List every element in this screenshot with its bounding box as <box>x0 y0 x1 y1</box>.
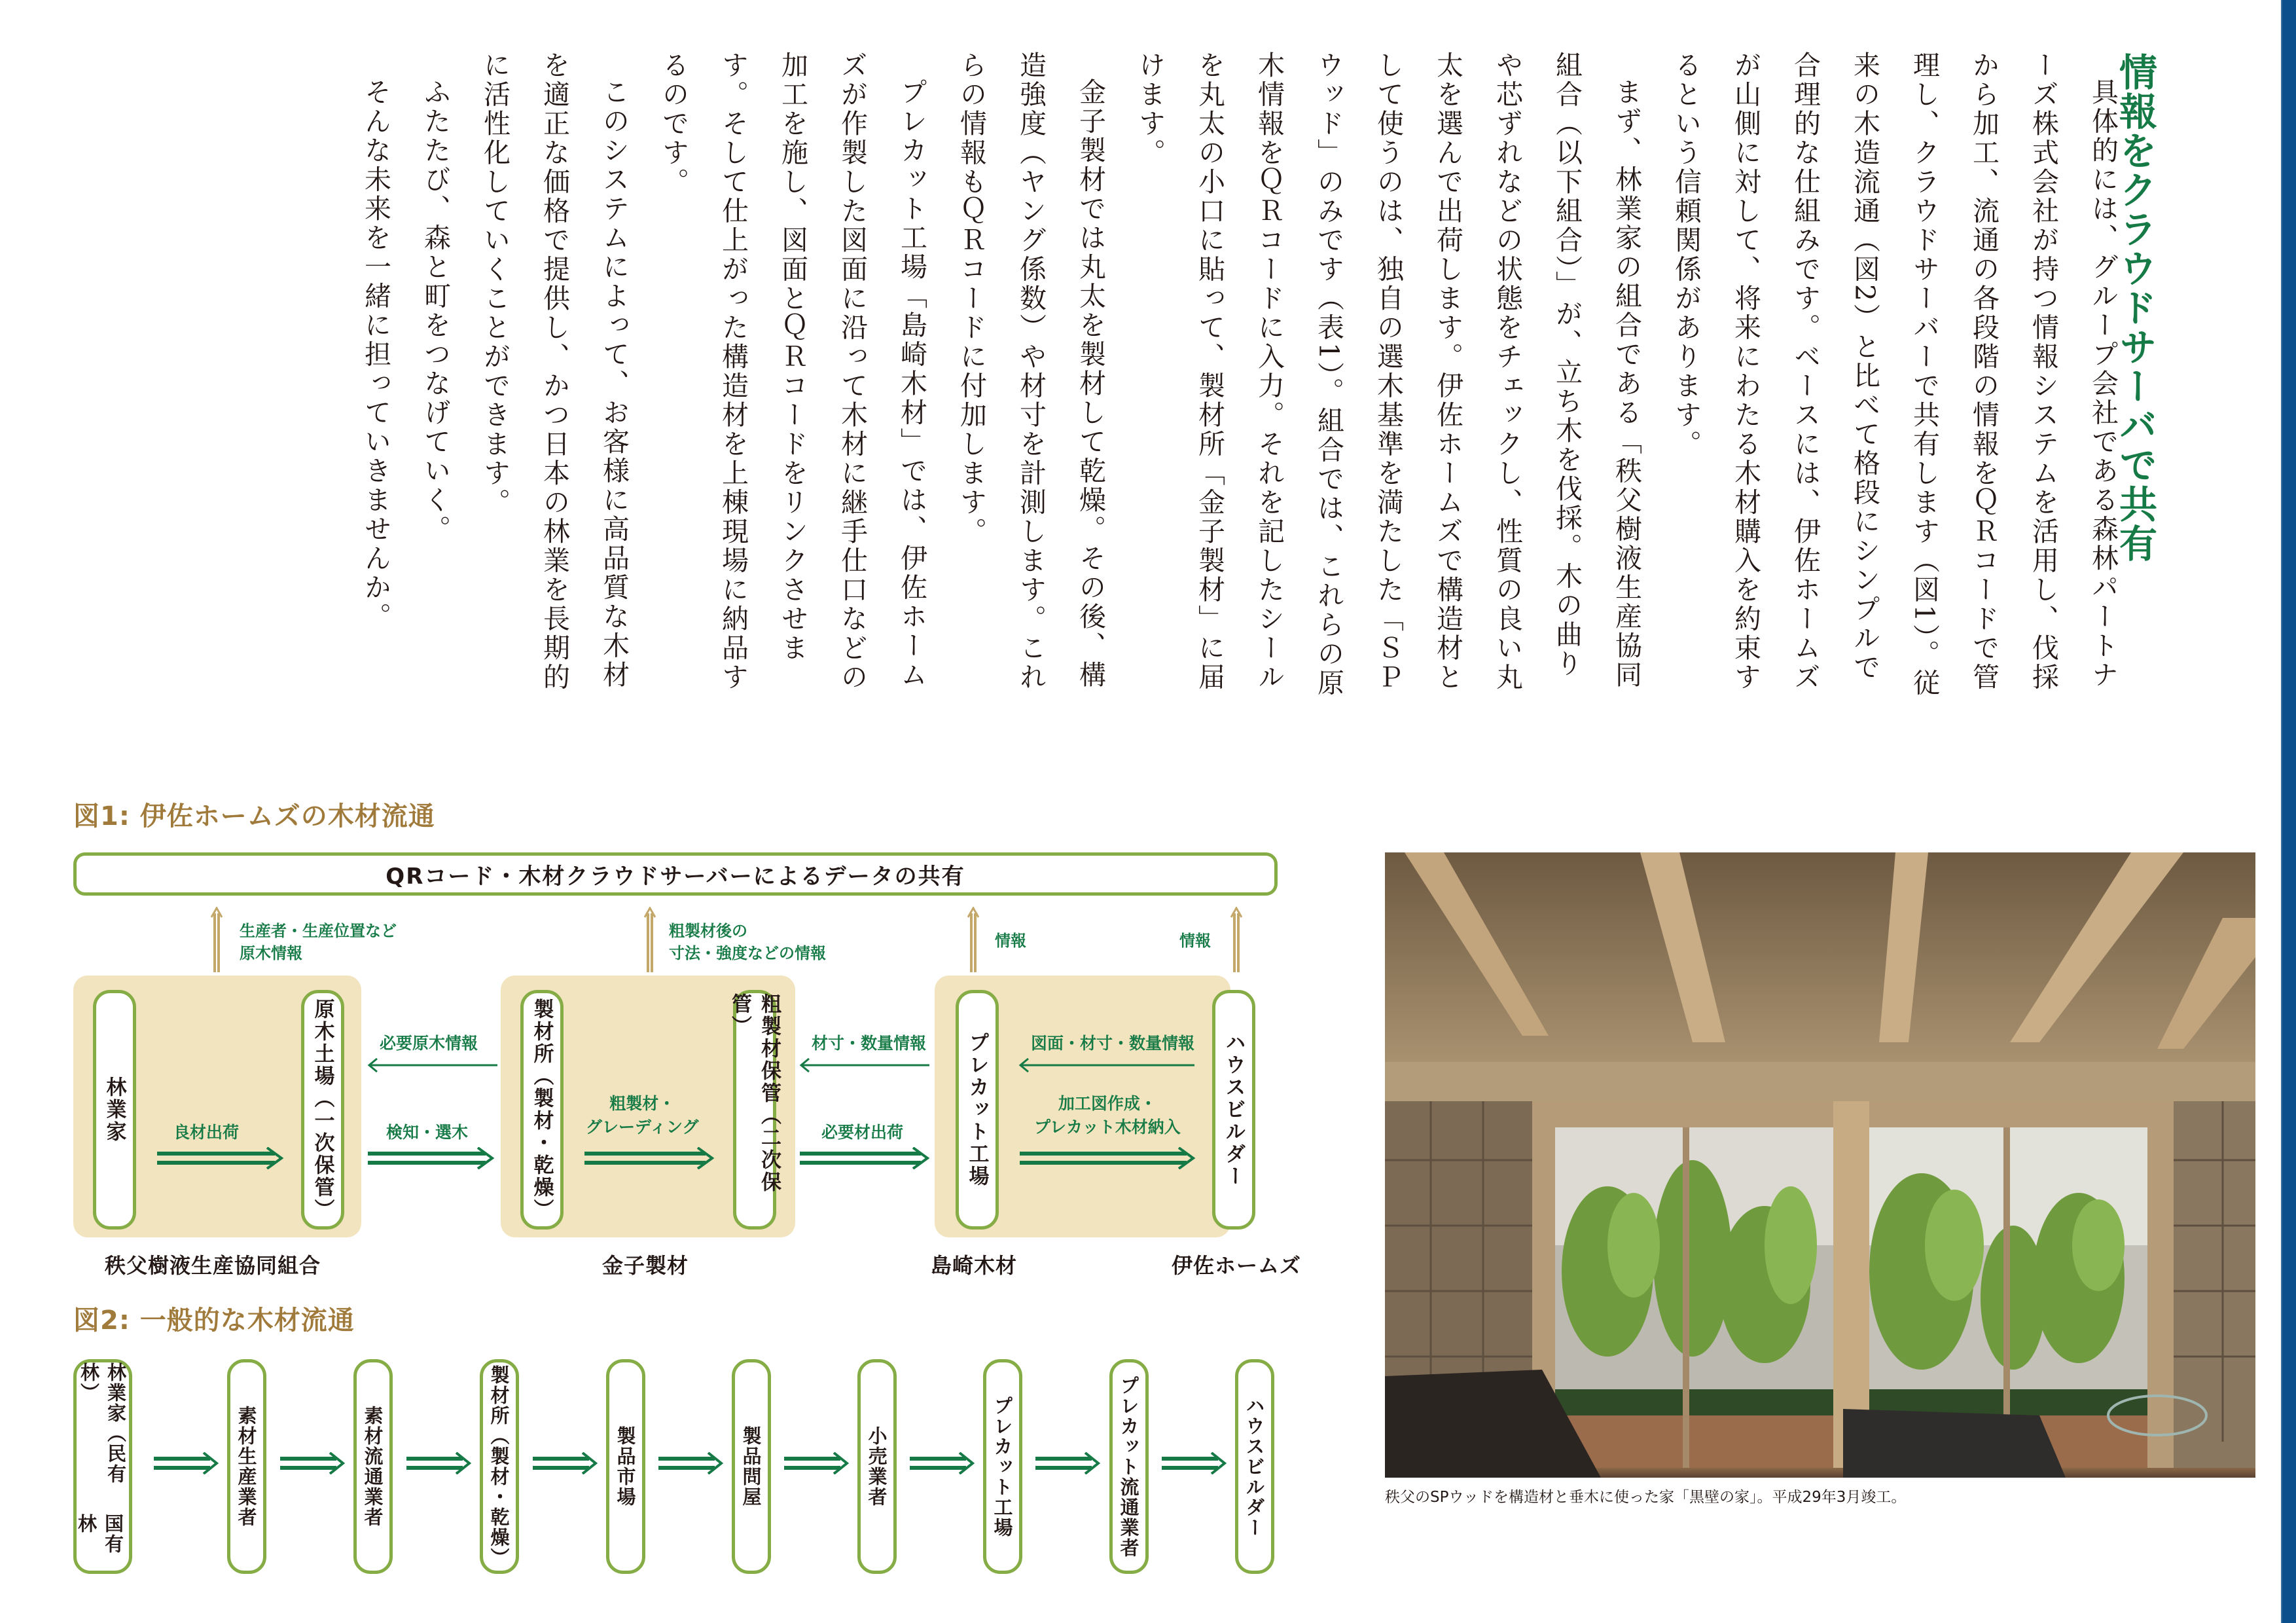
up-note-4: 情報 <box>1179 932 1211 950</box>
figure2-title: 図2: 一般的な木材流通 <box>73 1305 355 1336</box>
paragraph-7: そんな未来を一緒に担っていきませんか。 <box>360 78 391 632</box>
paragraph-3: 金子製材では丸太を製材して乾燥。その後、構造強度（ヤング係数）や材寸を計測します。これらの情報もＱＲコードに付加します。 <box>956 51 1106 692</box>
up-note-1: 生産者・生産位置など 原木情報 <box>240 922 397 962</box>
paragraph-4: プレカット工場「島崎木材」では、伊佐ホームズが作製した図面に沿って木材に継手仕口などの加工を施し、図面とＱＲコードをリンクさせます。そして仕上がった構造材を上棟現場に納品するのです。 <box>658 51 927 692</box>
g-node-2: 素材流通業者 <box>353 1359 393 1574</box>
right-double-arrow-icon <box>1162 1452 1227 1474</box>
up-double-arrow-icon <box>644 907 656 972</box>
up-double-arrow-icon <box>967 907 979 972</box>
node-house-builder: ハウスビルダー <box>1212 990 1255 1230</box>
interior-photo-illustration <box>1385 852 2255 1478</box>
interior-photo <box>1385 852 2255 1478</box>
photo-caption: 秩父のSPウッドを構造材と垂木に使った家「黒壁の家」。平成29年3月竣工。 <box>1385 1489 1907 1506</box>
g-node-8: プレカット流通業者 <box>1109 1359 1149 1574</box>
g-node-forester: 林業家（民有林） 国有林 <box>73 1359 132 1574</box>
node-sawmill: 製材所（製材・乾燥） <box>520 990 564 1230</box>
g-node-4: 製品市場 <box>606 1359 645 1574</box>
right-double-arrow-icon <box>154 1452 219 1474</box>
flow-back-3: 図面・材寸・数量情報 <box>1031 1034 1195 1053</box>
flow-fwd-1: 良材出荷 <box>173 1123 240 1142</box>
right-double-arrow-icon <box>406 1452 472 1474</box>
right-double-arrow-icon <box>280 1452 346 1474</box>
flow-back-2: 材寸・数量情報 <box>812 1034 927 1053</box>
body-text <box>136 51 2132 706</box>
cloud-server-bar: QRコード・木材クラウドサーバーによるデータの共有 <box>73 852 1278 896</box>
right-double-arrow-icon <box>910 1452 975 1474</box>
node-log-yard: 原木土場（一次保管） <box>301 990 344 1230</box>
node-forester: 林業家 <box>93 990 136 1230</box>
figure1-title: 図1: 伊佐ホームズの木材流通 <box>73 801 435 831</box>
right-double-arrow-icon <box>800 1147 931 1169</box>
up-double-arrow-icon <box>211 907 223 972</box>
paragraph-2: まず、林業家の組合である「秩父樹液生産協同組合（以下組合）」が、立ち木を伐採。木の曲りや芯ずれなどの状態をチェックし、性質の良い丸太を選んで出荷します。伊佐ホームズで構造材として使うのは、独自の選木基準を満たした「ＳＰウッド」のみです（表1）。組合では、これらの原木情報をＱＲコードに入力。それを記したシールを丸太の小口に貼って、製材所「金子製材」に届けます。 <box>1134 51 1642 699</box>
section-heading: 情報をクラウドサーバで共有 <box>2113 52 2157 563</box>
flow-fwd-3: 粗製材・ グレーディング <box>586 1094 699 1137</box>
right-double-arrow-icon <box>157 1147 285 1169</box>
side-color-bar <box>2281 0 2296 1623</box>
right-double-arrow-icon <box>1035 1452 1101 1474</box>
paragraph-5: このシステムによって、お客様に高品質な木材を適正な価格で提供し、かつ日本の林業を長期的に活性化していくことができます。 <box>479 51 630 692</box>
org-isa-homes: 伊佐ホームズ <box>1172 1253 1302 1278</box>
right-double-arrow-icon <box>368 1147 495 1169</box>
right-double-arrow-icon <box>533 1452 598 1474</box>
right-double-arrow-icon <box>584 1147 715 1169</box>
flow-back-1: 必要原木情報 <box>380 1034 478 1053</box>
up-note-2: 粗製材後の 寸法・強度などの情報 <box>669 922 826 962</box>
up-note-3: 情報 <box>995 932 1026 950</box>
paragraph-1: 具体的には、グループ会社である森林パートナーズ株式会社が持つ情報システムを活用し、伐採から加工、流通の各段階の情報をＱＲコードで管理し、クラウドサーバーで共有します（図1）。従来の木造流通（図2）と比べて格段にシンプルで合理的な仕組みです。ベースには、伊佐ホームズが山側に対して、将来にわたる木材購入を約束するという信頼関係があります。 <box>1670 51 2119 699</box>
node-rough-storage: 粗製材保管（二次保管） <box>733 990 776 1230</box>
g-node-5: 製品問屋 <box>732 1359 771 1574</box>
up-double-arrow-icon <box>1230 907 1242 972</box>
left-arrow-icon <box>798 1057 929 1073</box>
flow-fwd-4: 必要材出荷 <box>821 1123 904 1142</box>
left-arrow-icon <box>367 1057 497 1073</box>
g-node-3: 製材所（製材・乾燥） <box>480 1359 519 1574</box>
right-double-arrow-icon <box>1020 1147 1196 1169</box>
org-chichibu: 秩父樹液生産協同組合 <box>105 1253 321 1278</box>
g-node-7: プレカット工場 <box>983 1359 1022 1574</box>
g-node-6: 小売業者 <box>857 1359 897 1574</box>
org-shimazaki: 島崎木材 <box>931 1253 1018 1278</box>
g-node-9: ハウスビルダー <box>1235 1359 1274 1574</box>
paragraph-6: ふたたび、森と町をつなげていく。 <box>420 78 451 544</box>
right-double-arrow-icon <box>658 1452 724 1474</box>
flow-fwd-5: 加工図作成・ プレカット木材納入 <box>1034 1094 1181 1137</box>
right-double-arrow-icon <box>784 1452 850 1474</box>
flow-fwd-2: 検知・選木 <box>386 1123 469 1142</box>
g-node-1: 素材生産業者 <box>227 1359 266 1574</box>
node-precut-factory: プレカット工場 <box>956 990 999 1230</box>
left-arrow-icon <box>1018 1057 1194 1073</box>
org-kaneko: 金子製材 <box>602 1253 689 1278</box>
